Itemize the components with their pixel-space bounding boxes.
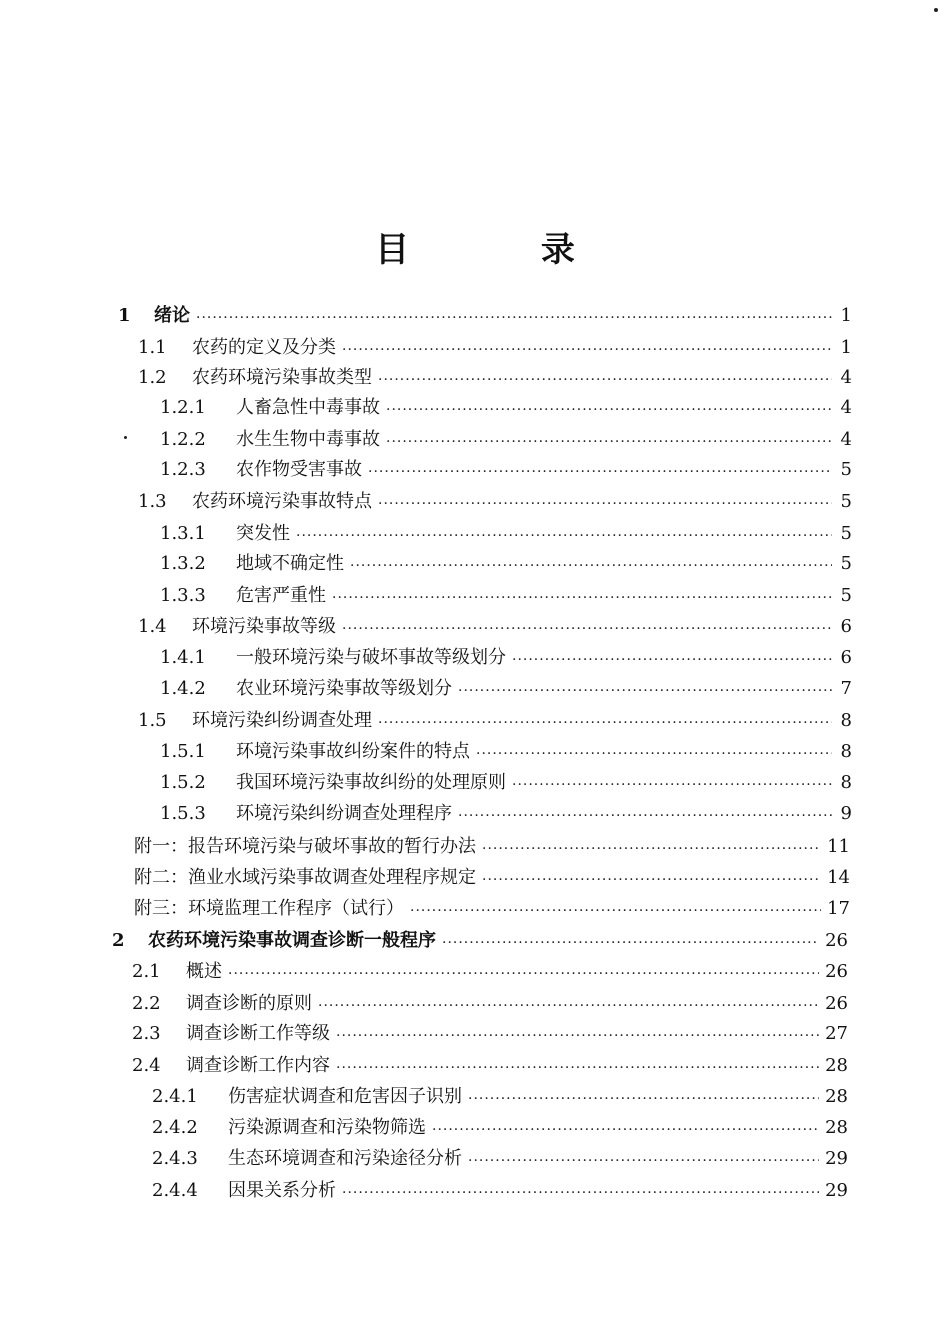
dot-leader	[336, 1059, 819, 1077]
toc-entry-label: 报告环境污染与破坏事故的暂行办法	[188, 836, 476, 857]
dot-leader	[342, 1184, 819, 1202]
dot-leader	[342, 341, 832, 359]
toc-entry-number: 2.4.4	[152, 1180, 198, 1201]
dot-leader	[432, 1121, 819, 1139]
toc-entry[interactable]	[160, 545, 852, 575]
toc-entry-page-number: 5	[840, 523, 852, 544]
toc-entry[interactable]	[134, 828, 850, 858]
toc-entry-label: 农作物受害事故	[236, 459, 362, 480]
toc-entry-page-number: 14	[827, 867, 850, 888]
toc-entry[interactable]	[160, 389, 852, 419]
toc-entry-page-number: 1	[840, 305, 852, 326]
toc-entry[interactable]	[134, 890, 850, 920]
toc-entry-page-number: 8	[840, 772, 852, 793]
toc-entry[interactable]	[132, 1015, 848, 1045]
toc-entry-number: 2.1	[132, 961, 161, 982]
toc-entry-label: 污染源调查和污染物筛选	[228, 1117, 426, 1138]
toc-entry-number: 附三：	[134, 898, 188, 919]
toc-entry-page-number: 28	[825, 1086, 848, 1107]
dot-leader	[512, 776, 832, 794]
scan-speck	[934, 8, 938, 12]
toc-entry-number: 1.5.2	[160, 772, 206, 793]
dot-leader	[196, 309, 832, 327]
dot-leader	[296, 527, 832, 545]
toc-entry-number: 1.2.1	[160, 397, 206, 418]
dot-leader	[468, 1152, 819, 1170]
toc-entry[interactable]	[152, 1172, 848, 1202]
dot-leader	[482, 840, 821, 858]
toc-entry[interactable]	[112, 922, 848, 952]
toc-entry-number: 2.4.1	[152, 1086, 198, 1107]
toc-entry-page-number: 4	[840, 397, 852, 418]
toc-entry-label: 绪论	[154, 305, 190, 326]
toc-entry-page-number: 27	[825, 1023, 848, 1044]
toc-entry-page-number: 29	[825, 1148, 848, 1169]
toc-entry-label: 调查诊断工作内容	[186, 1055, 330, 1076]
toc-entry[interactable]	[152, 1140, 848, 1170]
toc-entry-label: 伤害症状调查和危害因子识别	[228, 1086, 462, 1107]
toc-entry-number: 1.5.1	[160, 741, 206, 762]
dot-leader	[386, 401, 832, 419]
toc-entry-number: 附二：	[134, 867, 188, 888]
toc-entry[interactable]	[138, 329, 852, 359]
toc-entry-number: 2.4.2	[152, 1117, 198, 1138]
toc-entry-page-number: 1	[840, 337, 852, 358]
dot-leader	[368, 463, 832, 481]
dot-leader	[378, 714, 832, 732]
dot-leader	[512, 651, 832, 669]
toc-entry-page-number: 26	[825, 993, 848, 1014]
toc-entry-page-number: 5	[840, 585, 852, 606]
toc-entry-page-number: 5	[840, 459, 852, 480]
toc-entry-label: 农药环境污染事故特点	[192, 491, 372, 512]
toc-entry-page-number: 28	[825, 1117, 848, 1138]
toc-entry-page-number: 26	[825, 961, 848, 982]
dot-leader	[442, 934, 819, 952]
toc-entry[interactable]	[132, 953, 848, 983]
toc-entry[interactable]	[132, 985, 848, 1015]
toc-entry-label: 危害严重性	[236, 585, 326, 606]
dot-leader	[228, 965, 819, 983]
toc-entry-label: 调查诊断的原则	[186, 993, 312, 1014]
toc-entry-page-number: 28	[825, 1055, 848, 1076]
dot-leader	[468, 1090, 819, 1108]
scan-speck	[124, 436, 127, 439]
toc-entry-label: 环境污染纠纷调查处理	[192, 710, 372, 731]
toc-entry-number: 1.3.2	[160, 553, 206, 574]
dot-leader	[378, 495, 832, 513]
toc-entry[interactable]	[132, 1047, 848, 1077]
toc-entry-number: 1.5	[138, 710, 167, 731]
toc-entry-page-number: 5	[840, 491, 852, 512]
toc-entry[interactable]	[160, 577, 852, 607]
toc-entry-number: 1.2.2	[160, 429, 206, 450]
dot-leader	[378, 371, 832, 389]
toc-entry[interactable]	[152, 1078, 848, 1108]
toc-entry-number: 1.4.2	[160, 678, 206, 699]
toc-entry-label: 我国环境污染事故纠纷的处理原则	[236, 772, 506, 793]
dot-leader	[350, 557, 832, 575]
toc-entry[interactable]	[134, 859, 850, 889]
toc-entry[interactable]	[138, 702, 852, 732]
toc-entry[interactable]	[118, 297, 852, 327]
toc-entry[interactable]	[138, 483, 852, 513]
toc-entry-label: 环境监理工作程序（试行）	[188, 898, 404, 919]
toc-entry-page-number: 11	[827, 836, 850, 857]
toc-entry[interactable]	[160, 764, 852, 794]
dot-leader	[342, 620, 832, 638]
toc-entry-number: 1.3.3	[160, 585, 206, 606]
toc-entry[interactable]	[160, 451, 852, 481]
toc-entry[interactable]	[138, 359, 852, 389]
dot-leader	[458, 682, 832, 700]
toc-entry-number: 2.4	[132, 1055, 161, 1076]
toc-entry-label: 水生生物中毒事故	[236, 429, 380, 450]
toc-entry-label: 渔业水域污染事故调查处理程序规定	[188, 867, 476, 888]
toc-entry-number: 1.3	[138, 491, 167, 512]
toc-entry-number: 2	[112, 930, 125, 951]
toc-entry-number: 1.4	[138, 616, 167, 637]
toc-entry-number: 附一：	[134, 836, 188, 857]
dot-leader	[482, 871, 821, 889]
toc-entry-page-number: 8	[840, 741, 852, 762]
toc-entry[interactable]	[152, 1109, 848, 1139]
toc-entry-label: 农药环境污染事故调查诊断一般程序	[148, 930, 436, 951]
toc-entry-number: 1.4.1	[160, 647, 206, 668]
dot-leader	[410, 902, 821, 920]
toc-entry-number: 1	[118, 305, 131, 326]
toc-entry[interactable]	[160, 421, 852, 451]
toc-entry-label: 人畜急性中毒事故	[236, 397, 380, 418]
toc-entry-page-number: 8	[840, 710, 852, 731]
page-title: 目 录	[375, 230, 635, 270]
toc-entry-label: 突发性	[236, 523, 290, 544]
dot-leader	[458, 807, 832, 825]
toc-entry[interactable]	[160, 670, 852, 700]
toc-entry-number: 1.1	[138, 337, 167, 358]
toc-entry-label: 因果关系分析	[228, 1180, 336, 1201]
toc-entry-number: 2.3	[132, 1023, 161, 1044]
dot-leader	[332, 589, 832, 607]
toc-entry-page-number: 6	[840, 616, 852, 637]
toc-entry-label: 生态环境调查和污染途径分析	[228, 1148, 462, 1169]
toc-entry-label: 一般环境污染与破坏事故等级划分	[236, 647, 506, 668]
toc-entry-number: 2.2	[132, 993, 161, 1014]
toc-entry-page-number: 17	[827, 898, 850, 919]
toc-entry-number: 1.2	[138, 367, 167, 388]
toc-entry-page-number: 6	[840, 647, 852, 668]
toc-entry[interactable]	[160, 733, 852, 763]
toc-entry-page-number: 4	[840, 367, 852, 388]
toc-entry[interactable]	[160, 515, 852, 545]
dot-leader	[476, 745, 832, 763]
toc-entry-page-number: 7	[840, 678, 852, 699]
toc-entry-label: 环境污染事故等级	[192, 616, 336, 637]
toc-entry-page-number: 5	[840, 553, 852, 574]
toc-entry-label: 农药环境污染事故类型	[192, 367, 372, 388]
toc-entry-page-number: 26	[825, 930, 848, 951]
toc-entry-label: 地域不确定性	[236, 553, 344, 574]
toc-entry[interactable]	[160, 639, 852, 669]
toc-entry-label: 环境污染事故纠纷案件的特点	[236, 741, 470, 762]
toc-entry-page-number: 29	[825, 1180, 848, 1201]
toc-entry-label: 环境污染纠纷调查处理程序	[236, 803, 452, 824]
toc-entry-number: 1.3.1	[160, 523, 206, 544]
dot-leader	[386, 433, 832, 451]
toc-entry-label: 农业环境污染事故等级划分	[236, 678, 452, 699]
toc-entry-label: 概述	[186, 961, 222, 982]
toc-entry-label: 调查诊断工作等级	[186, 1023, 330, 1044]
toc-entry-page-number: 9	[840, 803, 852, 824]
toc-entry[interactable]	[160, 795, 852, 825]
dot-leader	[336, 1027, 819, 1045]
toc-entry-number: 1.2.3	[160, 459, 206, 480]
toc-entry-number: 1.5.3	[160, 803, 206, 824]
toc-entry-page-number: 4	[840, 429, 852, 450]
dot-leader	[318, 997, 819, 1015]
toc-entry-label: 农药的定义及分类	[192, 337, 336, 358]
toc-entry[interactable]	[138, 608, 852, 638]
toc-entry-number: 2.4.3	[152, 1148, 198, 1169]
